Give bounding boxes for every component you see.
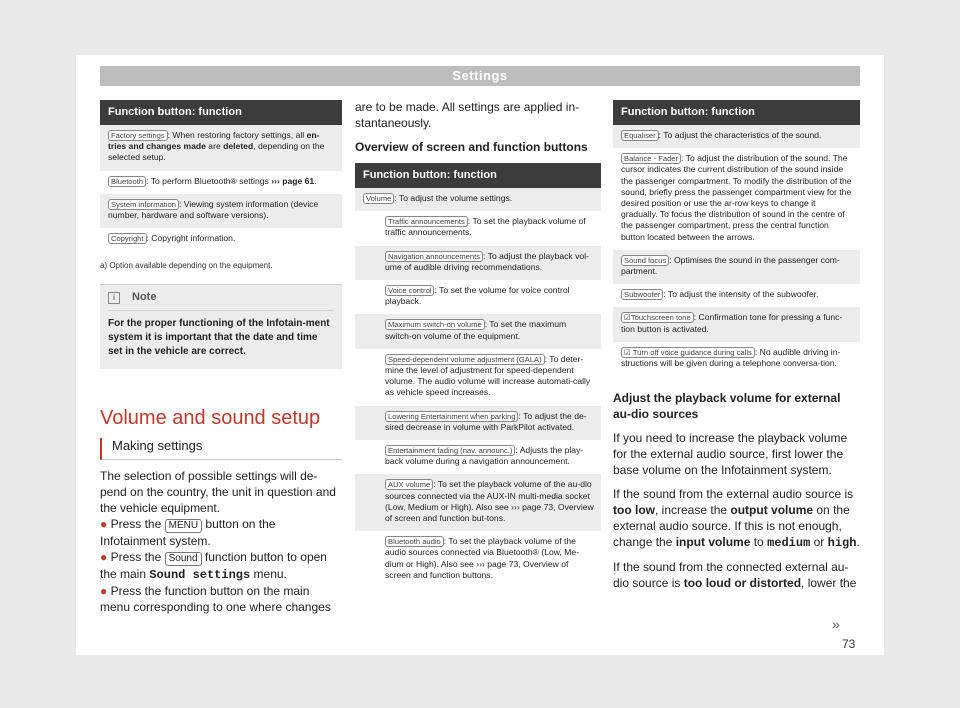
table-head: Function button: function: [355, 163, 601, 188]
entertainment-fading-button[interactable]: Entertainment fading (nav. announc.): [385, 445, 515, 456]
table-row: Sound focus : Optimises the sound in the passenger com-partment.: [613, 250, 860, 284]
column-left: [100, 100, 342, 615]
system-information-button[interactable]: System information: [108, 199, 179, 210]
table-row: Volume : To adjust the volume settings.: [355, 188, 601, 211]
sound-key[interactable]: Sound: [165, 552, 202, 566]
column-right: [613, 100, 860, 591]
table-row: Factory settings : When restoring factory settings, all en-tries and changes made are deleted, depending on the selected setup.: [100, 125, 342, 171]
paragraph: are to be made. All settings are applied in-stantaneously.: [355, 100, 580, 130]
table-row: Bluetooth : To perform Bluetooth® settings ››› page 61.: [100, 171, 342, 194]
balance-fader-button[interactable]: Balance - Fader: [621, 153, 681, 164]
voice-guidance-checkbox[interactable]: ☑ Turn off voice guidance during calls: [621, 347, 755, 358]
paragraph: If the sound from the external audio source is too low, increase the output volume on the external audio source. If this is not enough, change the input volume to medium or high.: [613, 487, 860, 551]
page-header: Settings: [100, 66, 860, 86]
equaliser-button[interactable]: Equaliser: [621, 130, 659, 141]
note-box: [100, 284, 342, 369]
table-row: ☑ Turn off voice guidance during calls : No audible driving in-structions will be given during a telephone conversa-tion.: [613, 342, 860, 376]
subsection-title: Making settings: [100, 438, 342, 460]
table-row: System information : Viewing system information (device number, hardware and software versions).: [100, 194, 342, 228]
table-row: Bluetooth audio : To set the playback volume of the audio sources connected via Bluetooth® (Low, Me-dium or High). Also see ››› page 73, Overview of screen and function buttons.: [355, 531, 601, 588]
list-item: ● Press the MENU button on the Infotainment system.: [100, 517, 276, 549]
continue-arrow: »: [832, 616, 840, 632]
note-body: For the proper functioning of the Infotain-ment system it is important that the date and time set in the vehicle are correct.: [108, 318, 330, 358]
table-row: Copyright : Copyright information.: [100, 228, 342, 251]
subwoofer-button[interactable]: Subwoofer: [621, 289, 663, 300]
footnote: a) Option available depending on the equipment.: [100, 261, 273, 271]
volume-button[interactable]: Volume: [363, 193, 394, 204]
checkbox-icon: ☑: [624, 347, 631, 357]
table-row: AUX volume : To set the playback volume of the au-dio sources connected via the AUX-IN multi-media socket (Low, Medium or High). Also see ››› page 73, Overview of screen and function but-tons.: [355, 474, 601, 531]
navigation-announcements-button[interactable]: Navigation announcements: [385, 251, 483, 262]
touchscreen-tone-checkbox[interactable]: ☑Touchscreen tone: [621, 312, 694, 323]
overview-heading: Overview of screen and function buttons: [355, 140, 588, 154]
table-row: Equaliser : To adjust the characteristics of the sound.: [613, 125, 860, 148]
max-switch-on-volume-button[interactable]: Maximum switch-on volume: [385, 319, 485, 330]
table-row: Traffic announcements : To set the playback volume of traffic announcements.: [355, 211, 601, 245]
traffic-announcements-button[interactable]: Traffic announcements: [385, 216, 468, 227]
section-title: Volume and sound setup: [100, 407, 321, 430]
table-head: Function button: function: [613, 100, 860, 125]
paragraph: The selection of possible settings will de-pend on the country, the unit in question and the vehicle equipment.: [100, 469, 336, 516]
table-row: ☑Touchscreen tone : Confirmation tone for pressing a func-tion button is activated.: [613, 307, 860, 341]
note-label: Note: [132, 291, 157, 304]
column-middle: [355, 99, 601, 588]
bluetooth-button[interactable]: Bluetooth: [108, 176, 146, 187]
paragraph: If you need to increase the playback volume for the external audio source, first lower the base volume on the Infotainment system.: [613, 431, 848, 478]
table-row: Subwoofer : To adjust the intensity of the subwoofer.: [613, 284, 860, 307]
aux-volume-button[interactable]: AUX volume: [385, 479, 433, 490]
table-row: Entertainment fading (nav. announc.) : Adjusts the play-back volume during a navigation announcement.: [355, 440, 601, 474]
factory-settings-button[interactable]: Factory settings: [108, 130, 168, 141]
gala-button[interactable]: Speed-dependent volume adjustment (GALA): [385, 354, 545, 365]
bluetooth-audio-button[interactable]: Bluetooth audio: [385, 536, 444, 547]
table-row: Lowering Entertainment when parking : To adjust the de-sired decrease in volume with ParkPilot activated.: [355, 406, 601, 440]
table-row: Maximum switch-on volume : To set the maximum switch-on volume of the equipment.: [355, 314, 601, 348]
page-number: 73: [842, 637, 856, 651]
table-row: Navigation announcements : To adjust the playback vol-ume of audible driving recommendations.: [355, 246, 601, 280]
copyright-button[interactable]: Copyright: [108, 233, 147, 244]
sound-focus-button[interactable]: Sound focus: [621, 255, 669, 266]
subheading: Adjust the playback volume for external au-dio sources: [613, 391, 841, 422]
list-item: ● Press the Sound function button to open the main Sound settings menu.: [100, 550, 327, 583]
voice-control-button[interactable]: Voice control: [385, 285, 434, 296]
paragraph: If the sound from the connected external au-dio source is too loud or distorted, lower the: [613, 560, 857, 591]
info-icon: i: [108, 292, 120, 304]
table-row: Speed-dependent volume adjustment (GALA) : To deter-mine the level of adjustment for speed-dependent volume. The audio volume will increase automati-cally as vehicle speed increases.: [355, 349, 601, 406]
list-item: ● Press the function button on the main menu corresponding to one where changes: [100, 584, 331, 615]
table-head: Function button: function: [100, 100, 342, 125]
table-row: Balance - Fader : To adjust the distribution of the sound. The cursor indicates the current distribution of the sound inside the passenger compartment. To modify the distribution of the sound, briefly press the passenger compartment view for the desired position or use the ar-row keys to change it gradually. To focus the distribution of sound in the centre of the passenger compartment, press the central function button located between the arrows.: [613, 148, 860, 250]
table-row: Voice control : To set the volume for voice control playback.: [355, 280, 601, 314]
checkbox-icon: ☑: [624, 313, 631, 323]
menu-key[interactable]: MENU: [165, 519, 202, 533]
lowering-entertainment-button[interactable]: Lowering Entertainment when parking: [385, 411, 518, 422]
